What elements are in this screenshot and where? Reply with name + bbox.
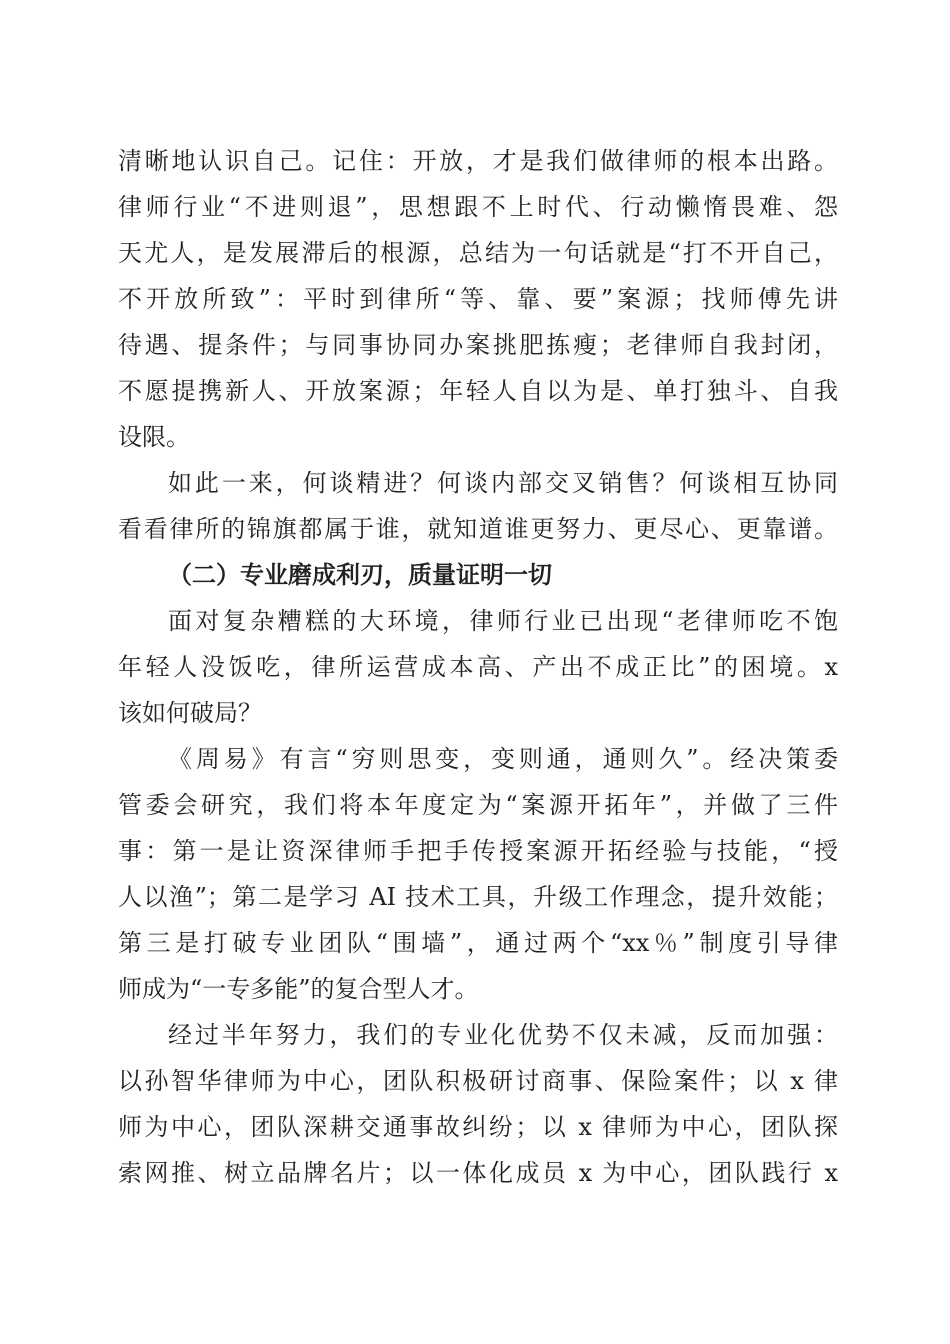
text-line: 不愿提携新人、开放案源；年轻人自以为是、单打独斗、自我 bbox=[118, 377, 838, 405]
text-line: 管委会研究，我们将本年度定为“案源开拓年”，并做了三件 bbox=[118, 791, 838, 819]
text-line: 人以渔”；第二是学习 AI 技术工具，升级工作理念，提升效能； bbox=[118, 883, 838, 911]
paragraph-first-line: 《周易》有言“穷则思变，变则通，通则久”。经决策委 bbox=[168, 745, 838, 773]
section-heading: （二）专业磨成利刃，质量证明一切 bbox=[168, 560, 552, 589]
text-line: 律师行业“不进则退”，思想跟不上时代、行动懒惰畏难、怨 bbox=[118, 193, 838, 221]
text-line: 看看律所的锦旗都属于谁，就知道谁更努力、更尽心、更靠谱。 bbox=[118, 515, 838, 543]
text-line: 该如何破局？ bbox=[118, 699, 262, 727]
text-line: 天尤人，是发展滞后的根源，总结为一句话就是“打不开自己， bbox=[118, 239, 838, 267]
text-line: 师为中心，团队深耕交通事故纠纷；以 x 律师为中心，团队探 bbox=[118, 1113, 838, 1141]
text-line: 不开放所致”：平时到律所“等、靠、要”案源；找师傅先讲 bbox=[118, 285, 838, 313]
paragraph-first-line: 经过半年努力，我们的专业化优势不仅未减，反而加强： bbox=[168, 1021, 838, 1049]
text-line: 清晰地认识自己。记住：开放，才是我们做律师的根本出路。 bbox=[118, 147, 838, 175]
text-line: 第三是打破专业团队“围墙”，通过两个“xx％”制度引导律 bbox=[118, 929, 838, 957]
text-line: 设限。 bbox=[118, 423, 190, 451]
text-line: 索网推、树立品牌名片；以一体化成员 x 为中心，团队践行 x bbox=[118, 1159, 838, 1187]
text-line: 师成为“一专多能”的复合型人才。 bbox=[118, 975, 479, 1003]
text-line: 以孙智华律师为中心，团队积极研讨商事、保险案件；以 x 律 bbox=[118, 1067, 838, 1095]
text-line: 年轻人没饭吃，律所运营成本高、产出不成正比”的困境。x bbox=[118, 653, 838, 681]
paragraph-first-line: 如此一来，何谈精进？何谈内部交叉销售？何谈相互协同 bbox=[168, 469, 838, 497]
text-line: 事：第一是让资深律师手把手传授案源开拓经验与技能，“授 bbox=[118, 837, 838, 865]
text-line: 待遇、提条件；与同事协同办案挑肥拣瘦；老律师自我封闭， bbox=[118, 331, 838, 359]
paragraph-first-line: 面对复杂糟糕的大环境，律师行业已出现“老律师吃不饱 bbox=[168, 607, 838, 635]
